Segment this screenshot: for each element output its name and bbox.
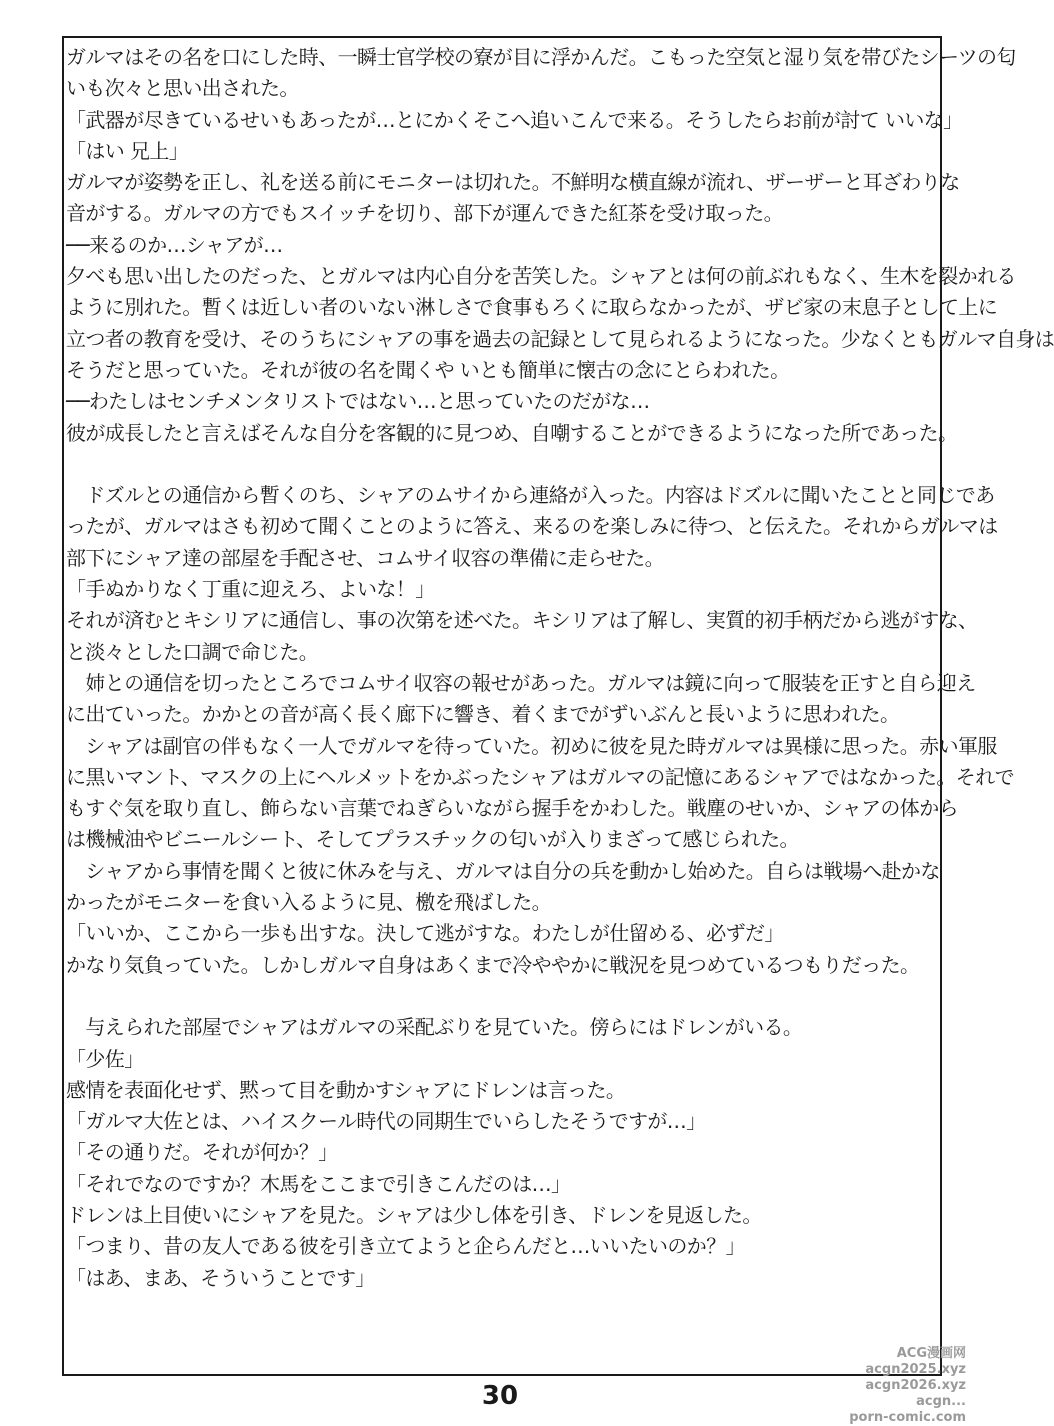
text-line: に出ていった。かかとの音が高く長く廊下に響き、着くまでがずいぶんと長いように思われた。 bbox=[66, 702, 900, 727]
text-line: 「手ぬかりなく丁重に迎えろ、よいな！」 bbox=[66, 577, 435, 602]
watermark-line: acgn2025.xyz bbox=[865, 1362, 966, 1377]
text-line: 「ガルマ大佐とは、ハイスクール時代の同期生でいらしたそうですが…」 bbox=[66, 1109, 706, 1134]
text-line: は機械油やビニールシート、そしてプラスチックの匂いが入りまざって感じられた。 bbox=[66, 827, 799, 852]
text-line: それが済むとキシリアに通信し、事の次第を述べた。キシリアは了解し、実質的初手柄だから逃がすな、 bbox=[66, 608, 978, 633]
watermark-line: acgn... bbox=[916, 1394, 966, 1409]
watermark bbox=[834, 1346, 966, 1426]
text-line: 感情を表面化せず、黙って目を動かすシャアにドレンは言った。 bbox=[66, 1077, 626, 1102]
text-line: ように別れた。暫くは近しい者のいない淋しさで食事もろくに取らなかったが、ザビ家の末息子として上に bbox=[66, 295, 998, 320]
text-line: ドズルとの通信から暫くのち、シャアのムサイから連絡が入った。内容はドズルに聞いたことと同じであ bbox=[66, 483, 995, 508]
text-line: ──わたしはセンチメンタリストではない…と思っていたのだがな… bbox=[66, 389, 650, 414]
text-column bbox=[66, 42, 1054, 1294]
text-line: 音がする。ガルマの方でもスイッチを切り、部下が運んできた紅茶を受け取った。 bbox=[66, 201, 783, 226]
text-line: シャアは副官の伴もなく一人でガルマを待っていた。初めに彼を見た時ガルマは異様に思った。赤い軍服 bbox=[66, 733, 997, 758]
watermark-line: ACG漫画网 bbox=[896, 1346, 966, 1361]
text-line: 「武器が尽きているせいもあったが…とにかくそこへ追いこんで来る。そうしたらお前が討て いいな」 bbox=[66, 107, 963, 132]
text-line: 「それでなのですか？木馬をここまで引きこんだのは…」 bbox=[66, 1171, 571, 1196]
text-line: ドレンは上目使いにシャアを見た。シャアは少し体を引き、ドレンを見返した。 bbox=[66, 1202, 762, 1227]
watermark-line: acgn2026.xyz bbox=[865, 1378, 966, 1393]
text-line: もすぐ気を取り直し、飾らない言葉でねぎらいながら握手をかわした。戦塵のせいか、シャアの体から bbox=[66, 796, 958, 821]
text-line: かったがモニターを食い入るように見、檄を飛ばした。 bbox=[66, 890, 551, 915]
text-line: 部下にシャア達の部屋を手配させ、コムサイ収容の準備に走らせた。 bbox=[66, 545, 664, 570]
text-line: シャアから事情を聞くと彼に休みを与え、ガルマは自分の兵を動かし始めた。自らは戦場へ赴かな bbox=[66, 858, 940, 883]
text-line: ガルマが姿勢を正し、礼を送る前にモニターは切れた。不鮮明な横直線が流れ、ザーザーと耳ざわりな bbox=[66, 170, 960, 195]
page-number: 30 bbox=[481, 1381, 519, 1411]
text-line: 「つまり、昔の友人である彼を引き立てようと企らんだと…いいたいのか？」 bbox=[66, 1234, 745, 1259]
text-line: 「はい 兄上」 bbox=[66, 138, 189, 163]
text-line: ──来るのか…シャアが… bbox=[66, 232, 283, 257]
watermark-line: porn-comic.com bbox=[849, 1410, 966, 1425]
text-line: 「いいか、ここから一歩も出すな。決して逃がすな。わたしが仕留める、必ずだ」 bbox=[66, 921, 784, 946]
text-line: ったが、ガルマはさも初めて聞くことのように答え、来るのを楽しみに待つ、と伝えた。それからガルマは bbox=[66, 514, 998, 539]
text-line: 「はあ、まあ、そういうことです」 bbox=[66, 1265, 375, 1290]
text-line: 夕べも思い出したのだった、とガルマは内心自分を苦笑した。シャアとは何の前ぶれもなく、生木を裂かれる bbox=[66, 264, 1016, 289]
text-line: そうだと思っていた。それが彼の名を聞くや いとも簡単に懐古の念にとらわれた。 bbox=[66, 357, 790, 382]
text-line: かなり気負っていた。しかしガルマ自身はあくまで冷ややかに戦況を見つめているつもりだった。 bbox=[66, 952, 920, 977]
text-line: ガルマはその名を口にした時、一瞬士官学校の寮が目に浮かんだ。こもった空気と湿り気を帯びたシーツの匂 bbox=[66, 45, 1016, 69]
text-line: いも次々と思い出された。 bbox=[66, 76, 299, 101]
paragraph-gap bbox=[66, 449, 942, 480]
paragraph-gap bbox=[66, 981, 942, 1012]
text-line: に黒いマント、マスクの上にヘルメットをかぶったシャアはガルマの記憶にあるシャアではなかった。それで bbox=[66, 764, 1014, 789]
text-line: 立つ者の教育を受け、そのうちにシャアの事を過去の記録として見られるようになった。少なくともガルマ自身は bbox=[66, 326, 1054, 351]
text-line: 「少佐」 bbox=[66, 1046, 144, 1071]
text-line: 「その通りだ。それが何か？」 bbox=[66, 1140, 338, 1165]
text-line: と淡々とした口調で命じた。 bbox=[66, 639, 319, 664]
text-line: 姉との通信を切ったところでコムサイ収容の報せがあった。ガルマは鏡に向って服装を正すと自ら迎え bbox=[66, 670, 976, 695]
text-line: 彼が成長したと言えばそんな自分を客観的に見つめ、自嘲することができるようになった所であった。 bbox=[66, 420, 958, 445]
text-line: 与えられた部屋でシャアはガルマの采配ぶりを見ていた。傍らにはドレンがいる。 bbox=[66, 1015, 803, 1040]
